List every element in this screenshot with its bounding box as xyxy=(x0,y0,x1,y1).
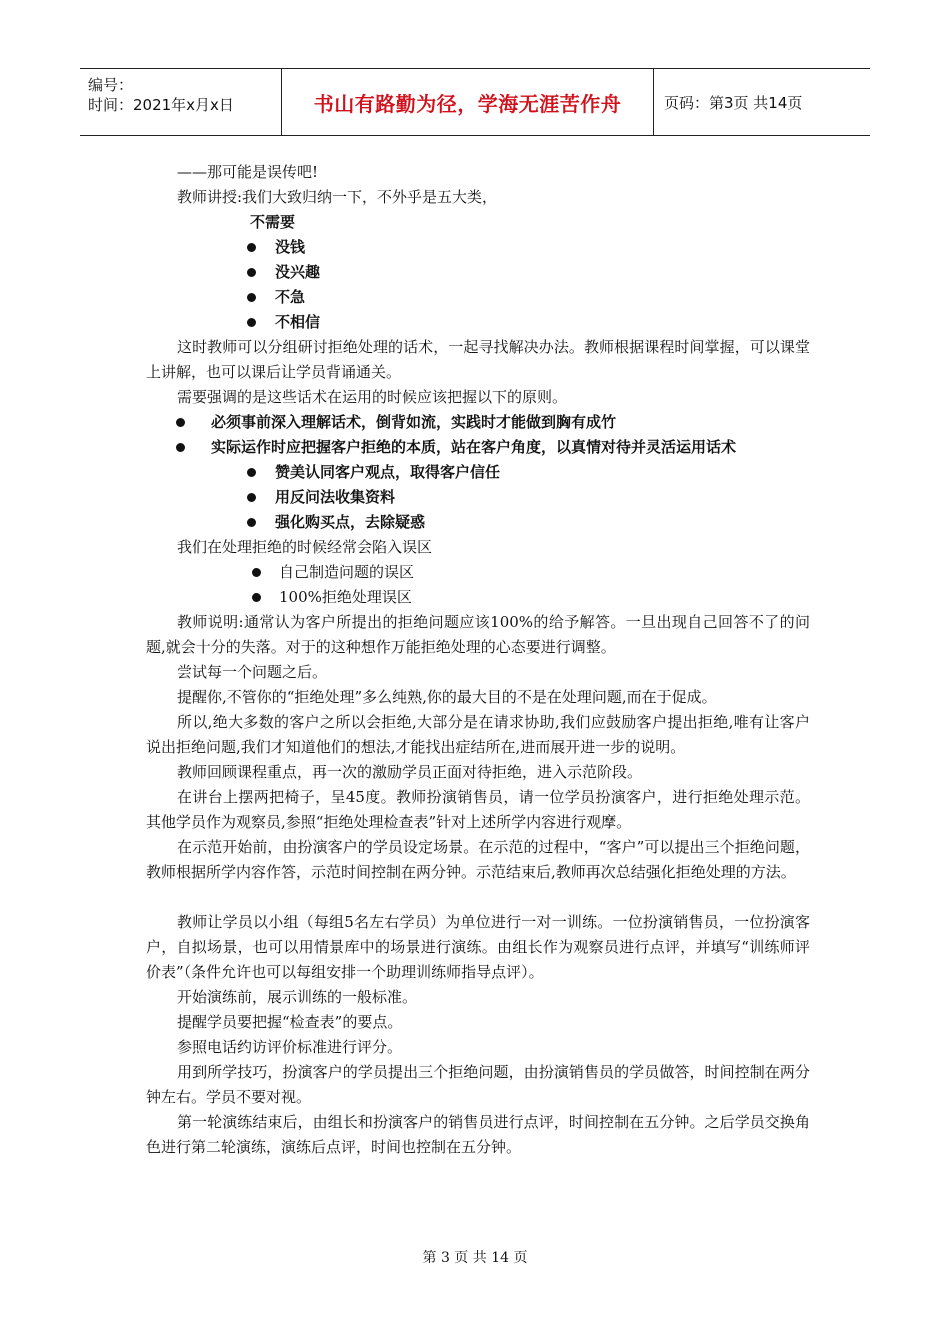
paragraph: 第一轮演练结束后，由组长和扮演客户的销售员进行点评，时间控制在五分钟。之后学员交换角色进行第二轮演练，演练后点评，时间也控制在五分钟。 xyxy=(146,1113,810,1156)
bullet-icon xyxy=(176,443,185,452)
paragraph: 所以,绝大多数的客户之所以会拒绝,大部分是在请求协助,我们应鼓励客户提出拒绝,唯有让客户说出拒绝问题,我们才知道他们的想法,才能找出症结所在,进而展开进一步的说明。 xyxy=(146,713,810,756)
bullet-icon xyxy=(252,568,261,577)
paragraph: ——那可能是误传吧! xyxy=(177,163,319,181)
bullet-icon xyxy=(247,518,256,527)
list-item: 赞美认同客户观点，取得客户信任 xyxy=(146,460,810,485)
paragraph: 在讲台上摆两把椅子，呈45度。教师扮演销售员，请一位学员扮演客户，进行拒绝处理示范。其他学员作为观察员,参照“拒绝处理检查表”针对上述所学内容进行观摩。 xyxy=(146,788,810,831)
list-item: 100%拒绝处理误区 xyxy=(146,585,810,610)
paragraph: 开始演练前，展示训练的一般标准。 xyxy=(177,988,418,1006)
document-body xyxy=(146,160,810,1160)
bullet-icon xyxy=(176,418,185,427)
bullet-icon xyxy=(252,593,261,602)
number-label: 编号： xyxy=(88,76,134,94)
page-header xyxy=(80,68,870,136)
motto: 书山有路勤为径，学海无涯苦作舟 xyxy=(282,69,654,135)
header-info xyxy=(80,69,282,135)
bullet-icon xyxy=(247,243,256,252)
paragraph: 教师让学员以小组（每组5名左右学员）为单位进行一对一训练。一位扮演销售员，一位扮演客户，自拟场景，也可以用情景库中的场景进行演练。由组长作为观察员进行点评，并填写“训练师评价表”（条件允许也可以每组安排一个助理训练师指导点评）。 xyxy=(146,913,810,981)
list-item: 自己制造问题的误区 xyxy=(146,560,810,585)
paragraph: 提醒你,不管你的“拒绝处理”多么纯熟,你的最大目的不是在处理问题,而在于促成。 xyxy=(177,688,717,706)
paragraph: 提醒学员要把握“检查表”的要点。 xyxy=(177,1013,403,1031)
list-item: 强化购买点，去除疑惑 xyxy=(146,510,810,535)
bullet-icon xyxy=(247,268,256,277)
paragraph: 我们在处理拒绝的时候经常会陷入误区 xyxy=(177,538,433,556)
paragraph: 教师回顾课程重点，再一次的激励学员正面对待拒绝，进入示范阶段。 xyxy=(177,763,643,781)
list-item: 用反问法收集资料 xyxy=(146,485,810,510)
bullet-icon xyxy=(247,493,256,502)
paragraph: 在示范开始前，由扮演客户的学员设定场景。在示范的过程中，“客户”可以提出三个拒绝问题，教师根据所学内容作答，示范时间控制在两分钟。示范结束后,教师再次总结强化拒绝处理的方法。 xyxy=(146,838,810,881)
paragraph: 教师说明:通常认为客户所提出的拒绝问题应该100%的给予解答。一旦出现自己回答不了的问题,就会十分的失落。对于的这种想作万能拒绝处理的心态要进行调整。 xyxy=(146,613,810,656)
list-item: 没兴趣 xyxy=(146,260,810,285)
paragraph: 参照电话约访评价标准进行评分。 xyxy=(177,1038,403,1056)
bullet-icon xyxy=(247,293,256,302)
list-item: 不相信 xyxy=(146,310,810,335)
list-item: 必须事前深入理解话术，倒背如流，实践时才能做到胸有成竹 xyxy=(146,410,810,435)
spacer xyxy=(146,885,810,910)
paragraph: 需要强调的是这些话术在运用的时候应该把握以下的原则。 xyxy=(177,388,568,406)
date-label: 时间：2021年x月x日 xyxy=(88,96,234,114)
bullet-icon xyxy=(247,468,256,477)
paragraph: 用到所学技巧，扮演客户的学员提出三个拒绝问题，由扮演销售员的学员做答，时间控制在两分钟左右。学员不要对视。 xyxy=(146,1063,810,1106)
page-footer: 第 3 页 共 14 页 xyxy=(422,1250,528,1266)
paragraph: 这时教师可以分组研讨拒绝处理的话术，一起寻找解决办法。教师根据课程时间掌握，可以课堂上讲解，也可以课后让学员背诵通关。 xyxy=(146,338,810,381)
list-item: 不急 xyxy=(146,285,810,310)
paragraph: 尝试每一个问题之后。 xyxy=(177,663,328,681)
paragraph: 教师讲授:我们大致归纳一下，不外乎是五大类， xyxy=(177,188,498,206)
list-item: 实际运作时应把握客户拒绝的本质，站在客户角度，以真情对待并灵活运用话术 xyxy=(146,435,810,460)
list-item: 没钱 xyxy=(146,235,810,260)
category-heading: 不需要 xyxy=(250,213,296,231)
bullet-icon xyxy=(247,318,256,327)
page-label: 页码：第3页 共14页 xyxy=(664,93,803,112)
